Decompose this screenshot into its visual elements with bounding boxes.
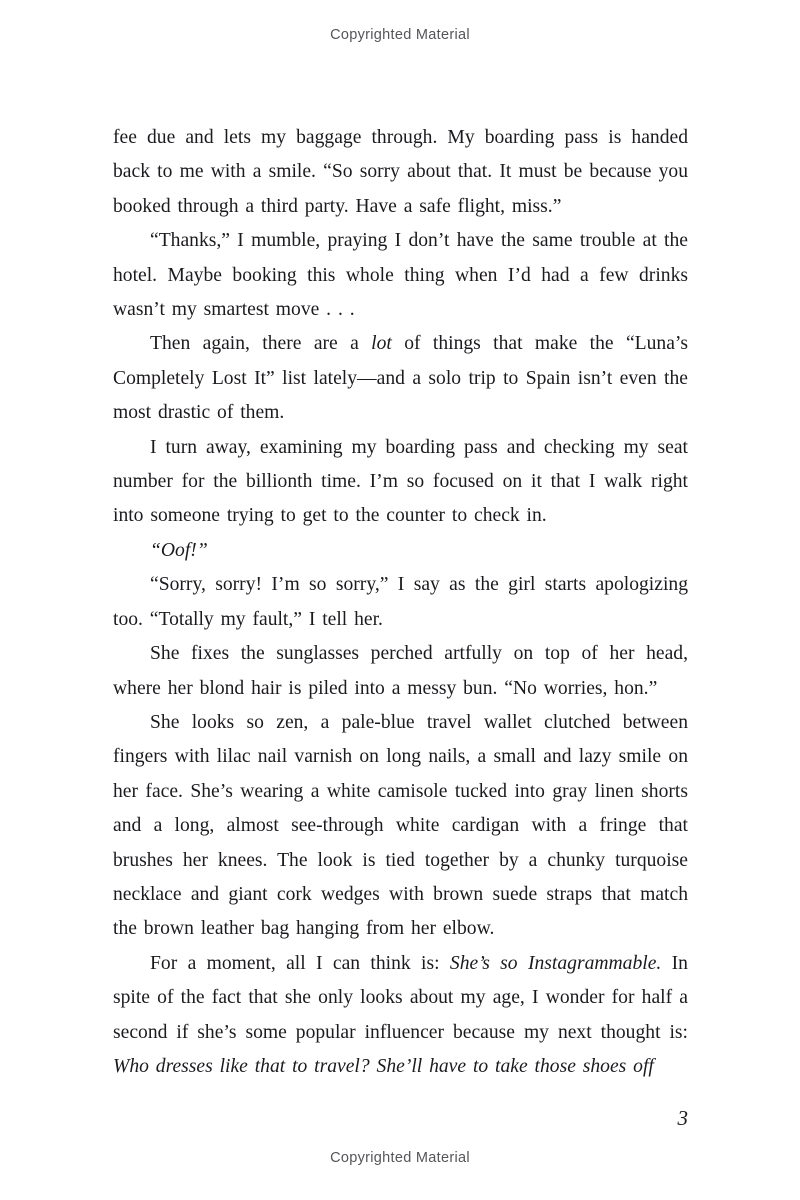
paragraph [113,568,688,637]
page-number: 3 [677,1106,688,1130]
text-segment: of things that make the “Luna’s Completely Lost It” list lately—and a solo trip to Spain isn’t even the most drastic of them. [113,333,688,424]
text-segment: She fixes the sunglasses perched artfully on top of her head, where her blond hair is piled into a messy bun. “No worries, hon.” [113,643,688,699]
copyright-notice-top: Copyrighted Material [330,27,470,43]
text-segment: Then again, there are a [150,333,372,355]
text-segment: “Sorry, sorry! I’m so sorry,” I say as the girl starts apologizing too. “Totally my fault,” I tell her. [113,574,688,630]
text-segment: In spite of the fact that she only looks about my age, I wonder for half a second if she’s some popular influencer because my next thought is: [113,952,688,1043]
paragraph [113,224,688,327]
text-segment: “Thanks,” I mumble, praying I don’t have the same trouble at the hotel. Maybe booking this whole thing when I’d had a few drinks wasn’t my smartest move . . . [113,230,688,321]
italic-text-segment: Who dresses like that to travel? She’ll have to take those shoes off [113,1055,654,1077]
text-segment: She looks so zen, a pale-blue travel wallet clutched between fingers with lilac nail varnish on long nails, a small and lazy smile on her face. She’s wearing a white camisole tucked into gray linen shorts and a long, almost see-through white cardigan with a fringe that brushes her knees. The look is tied together by a chunky turquoise necklace and giant cork wedges with brown suede straps that match the brown leather bag hanging from her elbow. [113,711,688,940]
copyright-notice-bottom: Copyrighted Material [330,1150,470,1166]
italic-text-segment: lot [371,333,392,355]
paragraph [113,534,688,568]
paragraph [113,637,688,706]
paragraph [113,327,688,430]
paragraph [113,947,688,1085]
text-segment: I turn away, examining my boarding pass and checking my seat number for the billionth time. I’m so focused on it that I walk right into someone trying to get to the counter to check in. [113,436,688,527]
paragraph [113,121,688,224]
book-body-text [113,121,688,1084]
text-segment: fee due and lets my baggage through. My boarding pass is handed back to me with a smile. “So sorry about that. It must be because you booked through a third party. Have a safe flight, miss.” [113,127,688,217]
text-segment: For a moment, all I can think is: [150,952,450,974]
italic-text-segment: “Oof!” [150,539,208,561]
paragraph [113,431,688,534]
italic-text-segment: She’s so Instagrammable. [449,952,662,974]
paragraph [113,706,688,947]
